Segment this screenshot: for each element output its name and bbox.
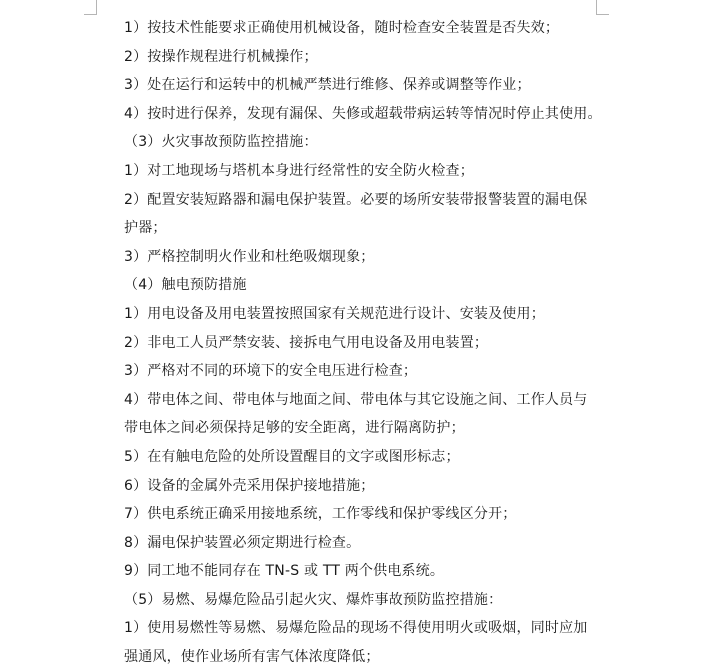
paragraph: 2）按操作规程进行机械操作； [124,48,318,65]
paragraph: 4）带电体之间、带电体与地面之间、带电体与其它设施之间、工作人员与带电体之间必须保持足够的安全距离，进行隔离防护； [124,391,588,437]
paragraph: 7）供电系统正确采用接地系统，工作零线和保护零线区分开； [124,506,517,523]
paragraph: 3）严格控制明火作业和杜绝吸烟现象； [124,248,375,265]
paragraph: 1）使用易燃性等易燃、易爆危险品的现场不得使用明火或吸烟，同时应加强通风，使作业场所有害气体浓度降低； [124,620,588,666]
paragraph: 1）按技术性能要求正确使用机械设备，随时检查安全装置是否失效； [124,20,560,36]
paragraph: 2）配置安装短路器和漏电保护装置。必要的场所安装带报警装置的漏电保护器； [124,191,588,237]
paragraph: 6）设备的金属外壳采用保护接地措施； [124,477,375,494]
section-heading: （5）易燃、易爆危险品引起火灾、爆炸事故预防监控措施： [124,591,503,608]
paragraph: 2）非电工人员严禁安装、接拆电气用电设备及用电装置； [124,334,489,351]
section-heading: （3）火灾事故预防监控措施： [124,134,318,151]
document-body [96,14,600,672]
crop-mark-top-right [596,0,609,15]
paragraph: 8）漏电保护装置必须定期进行检查。 [124,534,361,551]
paragraph: 4）按时进行保养，发现有漏保、失修或超载带病运转等情况时停止其使用。 [124,105,602,122]
paragraph: 3）严格对不同的环境下的安全电压进行检查； [124,363,418,380]
paragraph: 1）对工地现场与塔机本身进行经常性的安全防火检查； [124,162,474,179]
paragraph: 5）在有触电危险的处所设置醒目的文字或图形标志； [124,448,460,465]
paragraph: 1）用电设备及用电装置按照国家有关规范进行设计、安装及使用； [124,305,545,322]
crop-mark-top-left [84,0,97,15]
paragraph: 3）处在运行和运转中的机械严禁进行维修、保养或调整等作业； [124,77,531,94]
paragraph: 9）同工地不能同存在 TN-S 或 TT 两个供电系统。 [124,563,445,580]
section-heading: （4）触电预防措施 [124,277,247,294]
